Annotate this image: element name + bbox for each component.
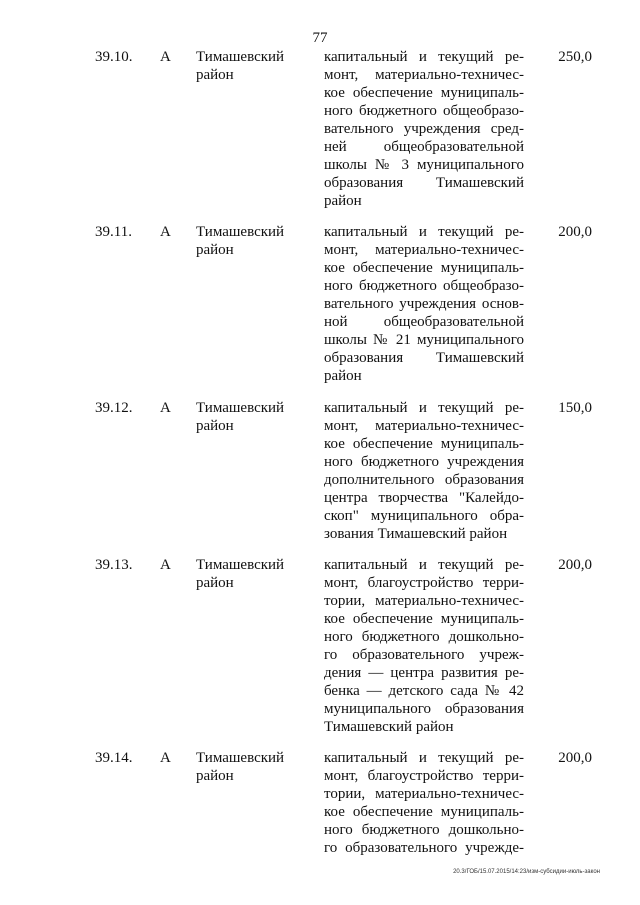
- description-line: ного бюджетного дошкольно-: [324, 822, 524, 838]
- description-line: скоп" муниципального обра-: [324, 508, 524, 524]
- row-category: А: [160, 557, 171, 573]
- description-line: район: [324, 193, 362, 209]
- row-district: [196, 556, 306, 592]
- row-description: [324, 48, 524, 210]
- description-line: ней общеобразовательной: [324, 139, 524, 155]
- row-amount: 250,0: [558, 49, 592, 65]
- district-line: район: [196, 418, 234, 434]
- description-line: монт, благоустройство терри-: [324, 768, 524, 784]
- row-category: А: [160, 224, 171, 240]
- description-line: капитальный и текущий ре-: [324, 49, 524, 65]
- description-line: ной общеобразовательной: [324, 314, 524, 330]
- row-amount: 200,0: [558, 750, 592, 766]
- row-description: [324, 556, 524, 736]
- row-district: [196, 749, 306, 785]
- district-line: Тимашевский: [196, 400, 285, 416]
- district-line: район: [196, 768, 234, 784]
- row-category: А: [160, 750, 171, 766]
- row-amount: 150,0: [558, 400, 592, 416]
- description-line: го образовательного учрежде-: [324, 840, 524, 856]
- district-line: Тимашевский: [196, 224, 285, 240]
- description-line: го образовательного учреж-: [324, 647, 524, 663]
- description-line: кое обеспечение муниципаль-: [324, 260, 524, 276]
- description-line: монт, материально-техничес-: [324, 67, 524, 83]
- description-line: монт, материально-техничес-: [324, 418, 524, 434]
- row-category: А: [160, 49, 171, 65]
- description-line: ного бюджетного учреждения: [324, 454, 524, 470]
- description-line: капитальный и текущий ре-: [324, 224, 524, 240]
- row-number: 39.10.: [95, 49, 133, 65]
- description-line: муниципального образования: [324, 701, 524, 717]
- description-line: капитальный и текущий ре-: [324, 400, 524, 416]
- row-number: 39.12.: [95, 400, 133, 416]
- description-line: образования Тимашевский: [324, 350, 524, 366]
- row-description: [324, 223, 524, 385]
- description-line: вательного учреждения сред-: [324, 121, 524, 137]
- description-line: центра творчества "Калейдо-: [324, 490, 524, 506]
- district-line: район: [196, 242, 234, 258]
- row-description: [324, 399, 524, 543]
- description-line: школы № 21 муниципального: [324, 332, 524, 348]
- description-line: район: [324, 368, 362, 384]
- description-line: кое обеспечение муниципаль-: [324, 436, 524, 452]
- row-district: [196, 48, 306, 84]
- description-line: вательного учреждения основ-: [324, 296, 524, 312]
- page-number: 77: [312, 30, 328, 46]
- description-line: монт, благоустройство терри-: [324, 575, 524, 591]
- row-number: 39.13.: [95, 557, 133, 573]
- row-district: [196, 399, 306, 435]
- row-amount: 200,0: [558, 557, 592, 573]
- description-line: капитальный и текущий ре-: [324, 750, 524, 766]
- description-line: дополнительного образования: [324, 472, 524, 488]
- description-line: ного бюджетного общеобразо-: [324, 278, 524, 294]
- district-line: Тимашевский: [196, 557, 285, 573]
- row-amount: 200,0: [558, 224, 592, 240]
- description-line: дения — центра развития ре-: [324, 665, 524, 681]
- description-line: ного бюджетного дошкольно-: [324, 629, 524, 645]
- description-line: зования Тимашевский район: [324, 526, 508, 542]
- district-line: район: [196, 575, 234, 591]
- document-footer-stamp: 20.3/ГОБ/15.07.2015/14:23/изм-субсидии-июль-закон: [453, 869, 600, 875]
- row-district: [196, 223, 306, 259]
- description-line: тории, материально-техничес-: [324, 786, 524, 802]
- district-line: Тимашевский: [196, 750, 285, 766]
- row-description: [324, 749, 524, 857]
- row-number: 39.11.: [95, 224, 132, 240]
- description-line: кое обеспечение муниципаль-: [324, 85, 524, 101]
- description-line: образования Тимашевский: [324, 175, 524, 191]
- description-line: кое обеспечение муниципаль-: [324, 611, 524, 627]
- row-number: 39.14.: [95, 750, 133, 766]
- description-line: Тимашевский район: [324, 719, 454, 735]
- row-category: А: [160, 400, 171, 416]
- description-line: ного бюджетного общеобразо-: [324, 103, 524, 119]
- description-line: кое обеспечение муниципаль-: [324, 804, 524, 820]
- description-line: бенка — детского сада № 42: [324, 683, 524, 699]
- description-line: тории, материально-техничес-: [324, 593, 524, 609]
- description-line: капитальный и текущий ре-: [324, 557, 524, 573]
- district-line: Тимашевский: [196, 49, 285, 65]
- description-line: школы № 3 муниципального: [324, 157, 524, 173]
- district-line: район: [196, 67, 234, 83]
- description-line: монт, материально-техничес-: [324, 242, 524, 258]
